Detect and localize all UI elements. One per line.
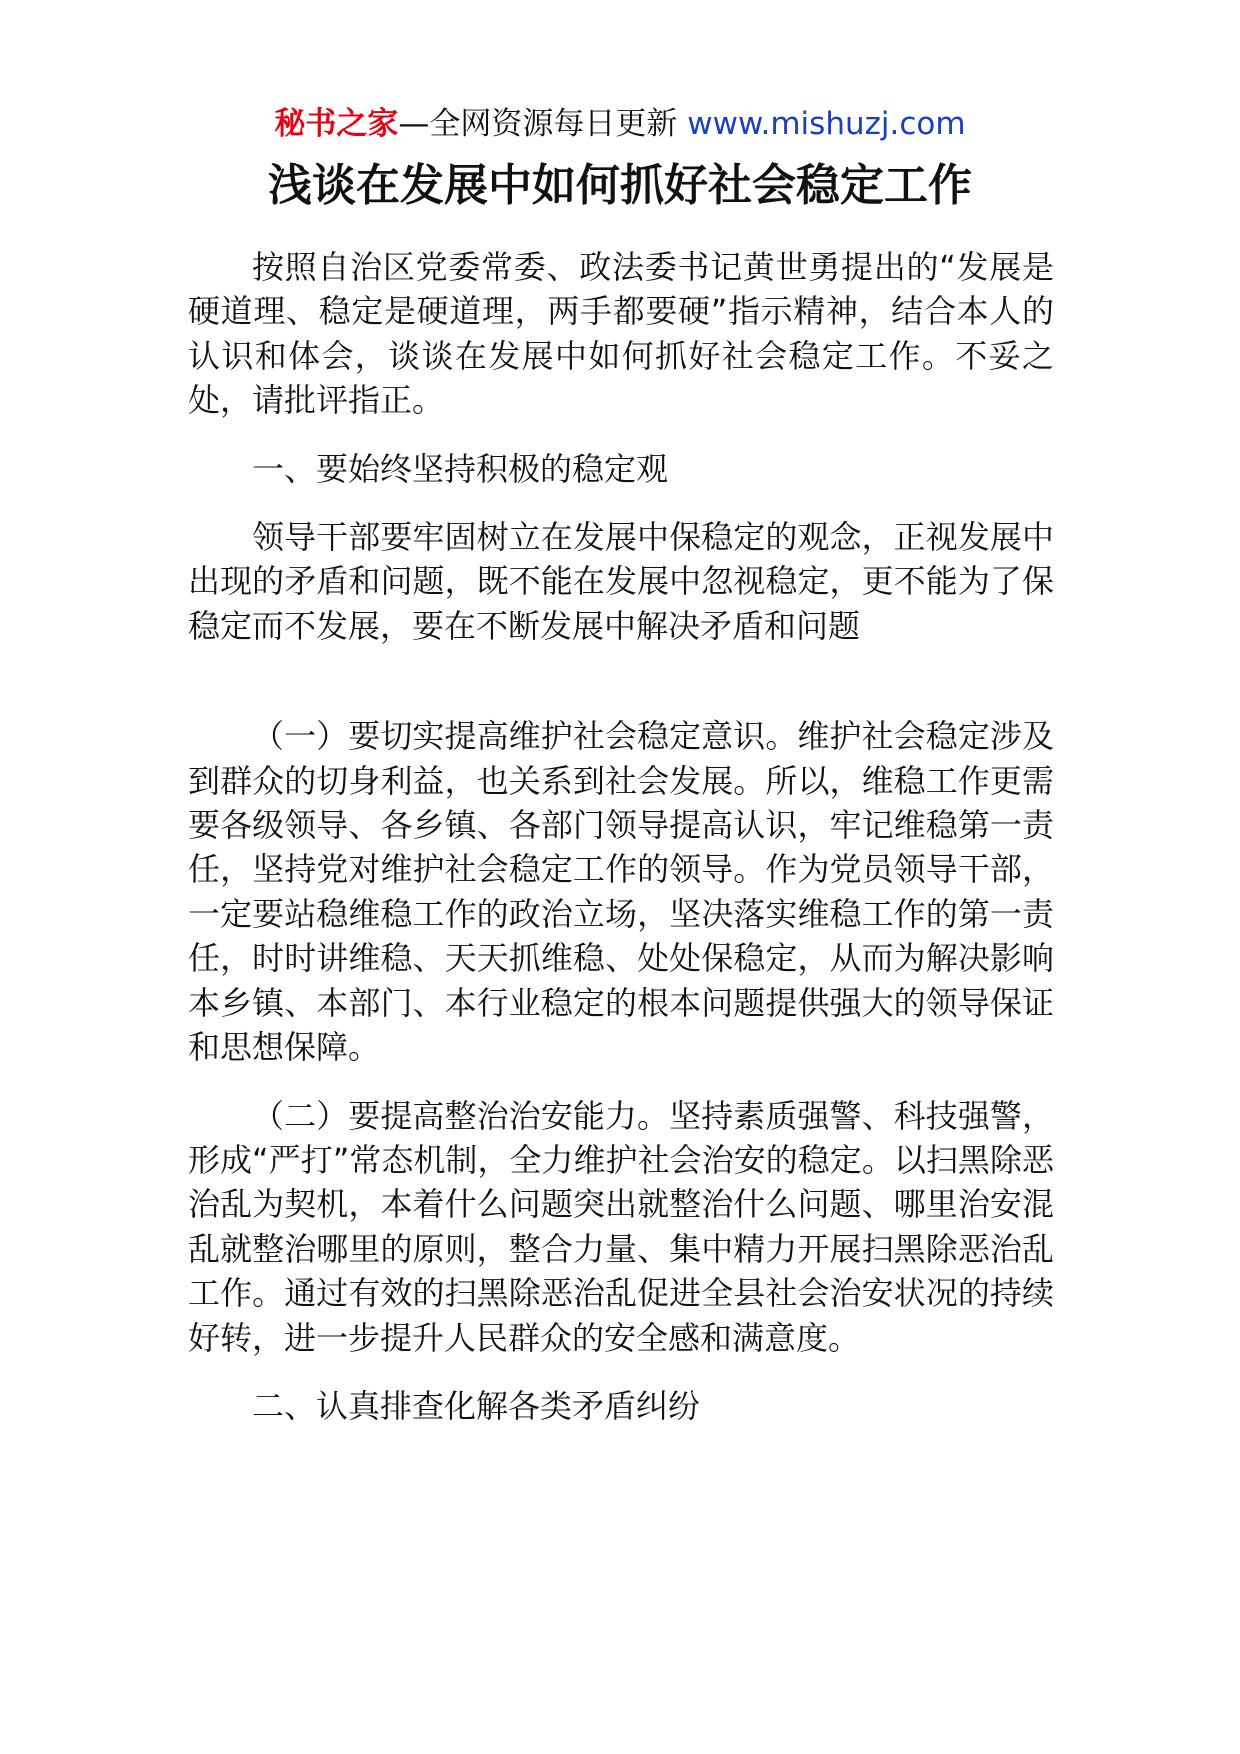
section-1-item-1: （一）要切实提高维护社会稳定意识。维护社会稳定涉及到群众的切身利益，也关系到社会发展。所以，维稳工作更需要各级领导、各乡镇、各部门领导提高认识，牢记维稳第一责任，坚持党对维护社会稳定工作的领导。作为党员领导干部，一定要站稳维稳工作的政治立场，坚决落实维稳工作的第一责任，时时讲维稳、天天抓维稳、处处保稳定，从而为解决影响本乡镇、本部门、本行业稳定的根本问题提供强大的领导保证和思想保障。	[188, 717, 1054, 1067]
document-body	[188, 245, 1054, 1428]
header-slogan: —全网资源每日更新	[398, 106, 688, 142]
section-2-heading: 二、认真排查化解各类矛盾纠纷	[252, 1386, 701, 1425]
section-1-paragraph: 领导干部要牢固树立在发展中保稳定的观念，正视发展中出现的矛盾和问题，既不能在发展中忽视稳定，更不能为了保稳定而不发展，要在不断发展中解决矛盾和问题	[188, 518, 1054, 645]
site-header	[0, 104, 1240, 144]
document-title: 浅谈在发展中如何抓好社会稳定工作	[268, 160, 972, 211]
brand-name: 秘书之家	[274, 106, 399, 142]
section-1-item-2: （二）要提高整治治安能力。坚持素质强警、科技强警，形成“严打”常态机制，全力维护社会治安的稳定。以扫黑除恶治乱为契机，本着什么问题突出就整治什么问题、哪里治安混乱就整治哪里的原则，整合力量、集中精力开展扫黑除恶治乱工作。通过有效的扫黑除恶治乱促进全县社会治安状况的持续好转，进一步提升人民群众的安全感和满意度。	[188, 1096, 1054, 1357]
site-url-link[interactable]: www.mishuzj.com	[687, 106, 966, 142]
section-1-heading: 一、要始终坚持积极的稳定观	[252, 449, 669, 488]
intro-paragraph: 按照自治区党委常委、政法委书记黄世勇提出的“发展是硬道理、稳定是硬道理，两手都要硬”指示精神，结合本人的认识和体会，谈谈在发展中如何抓好社会稳定工作。不妥之处，请批评指正。	[188, 248, 1054, 420]
